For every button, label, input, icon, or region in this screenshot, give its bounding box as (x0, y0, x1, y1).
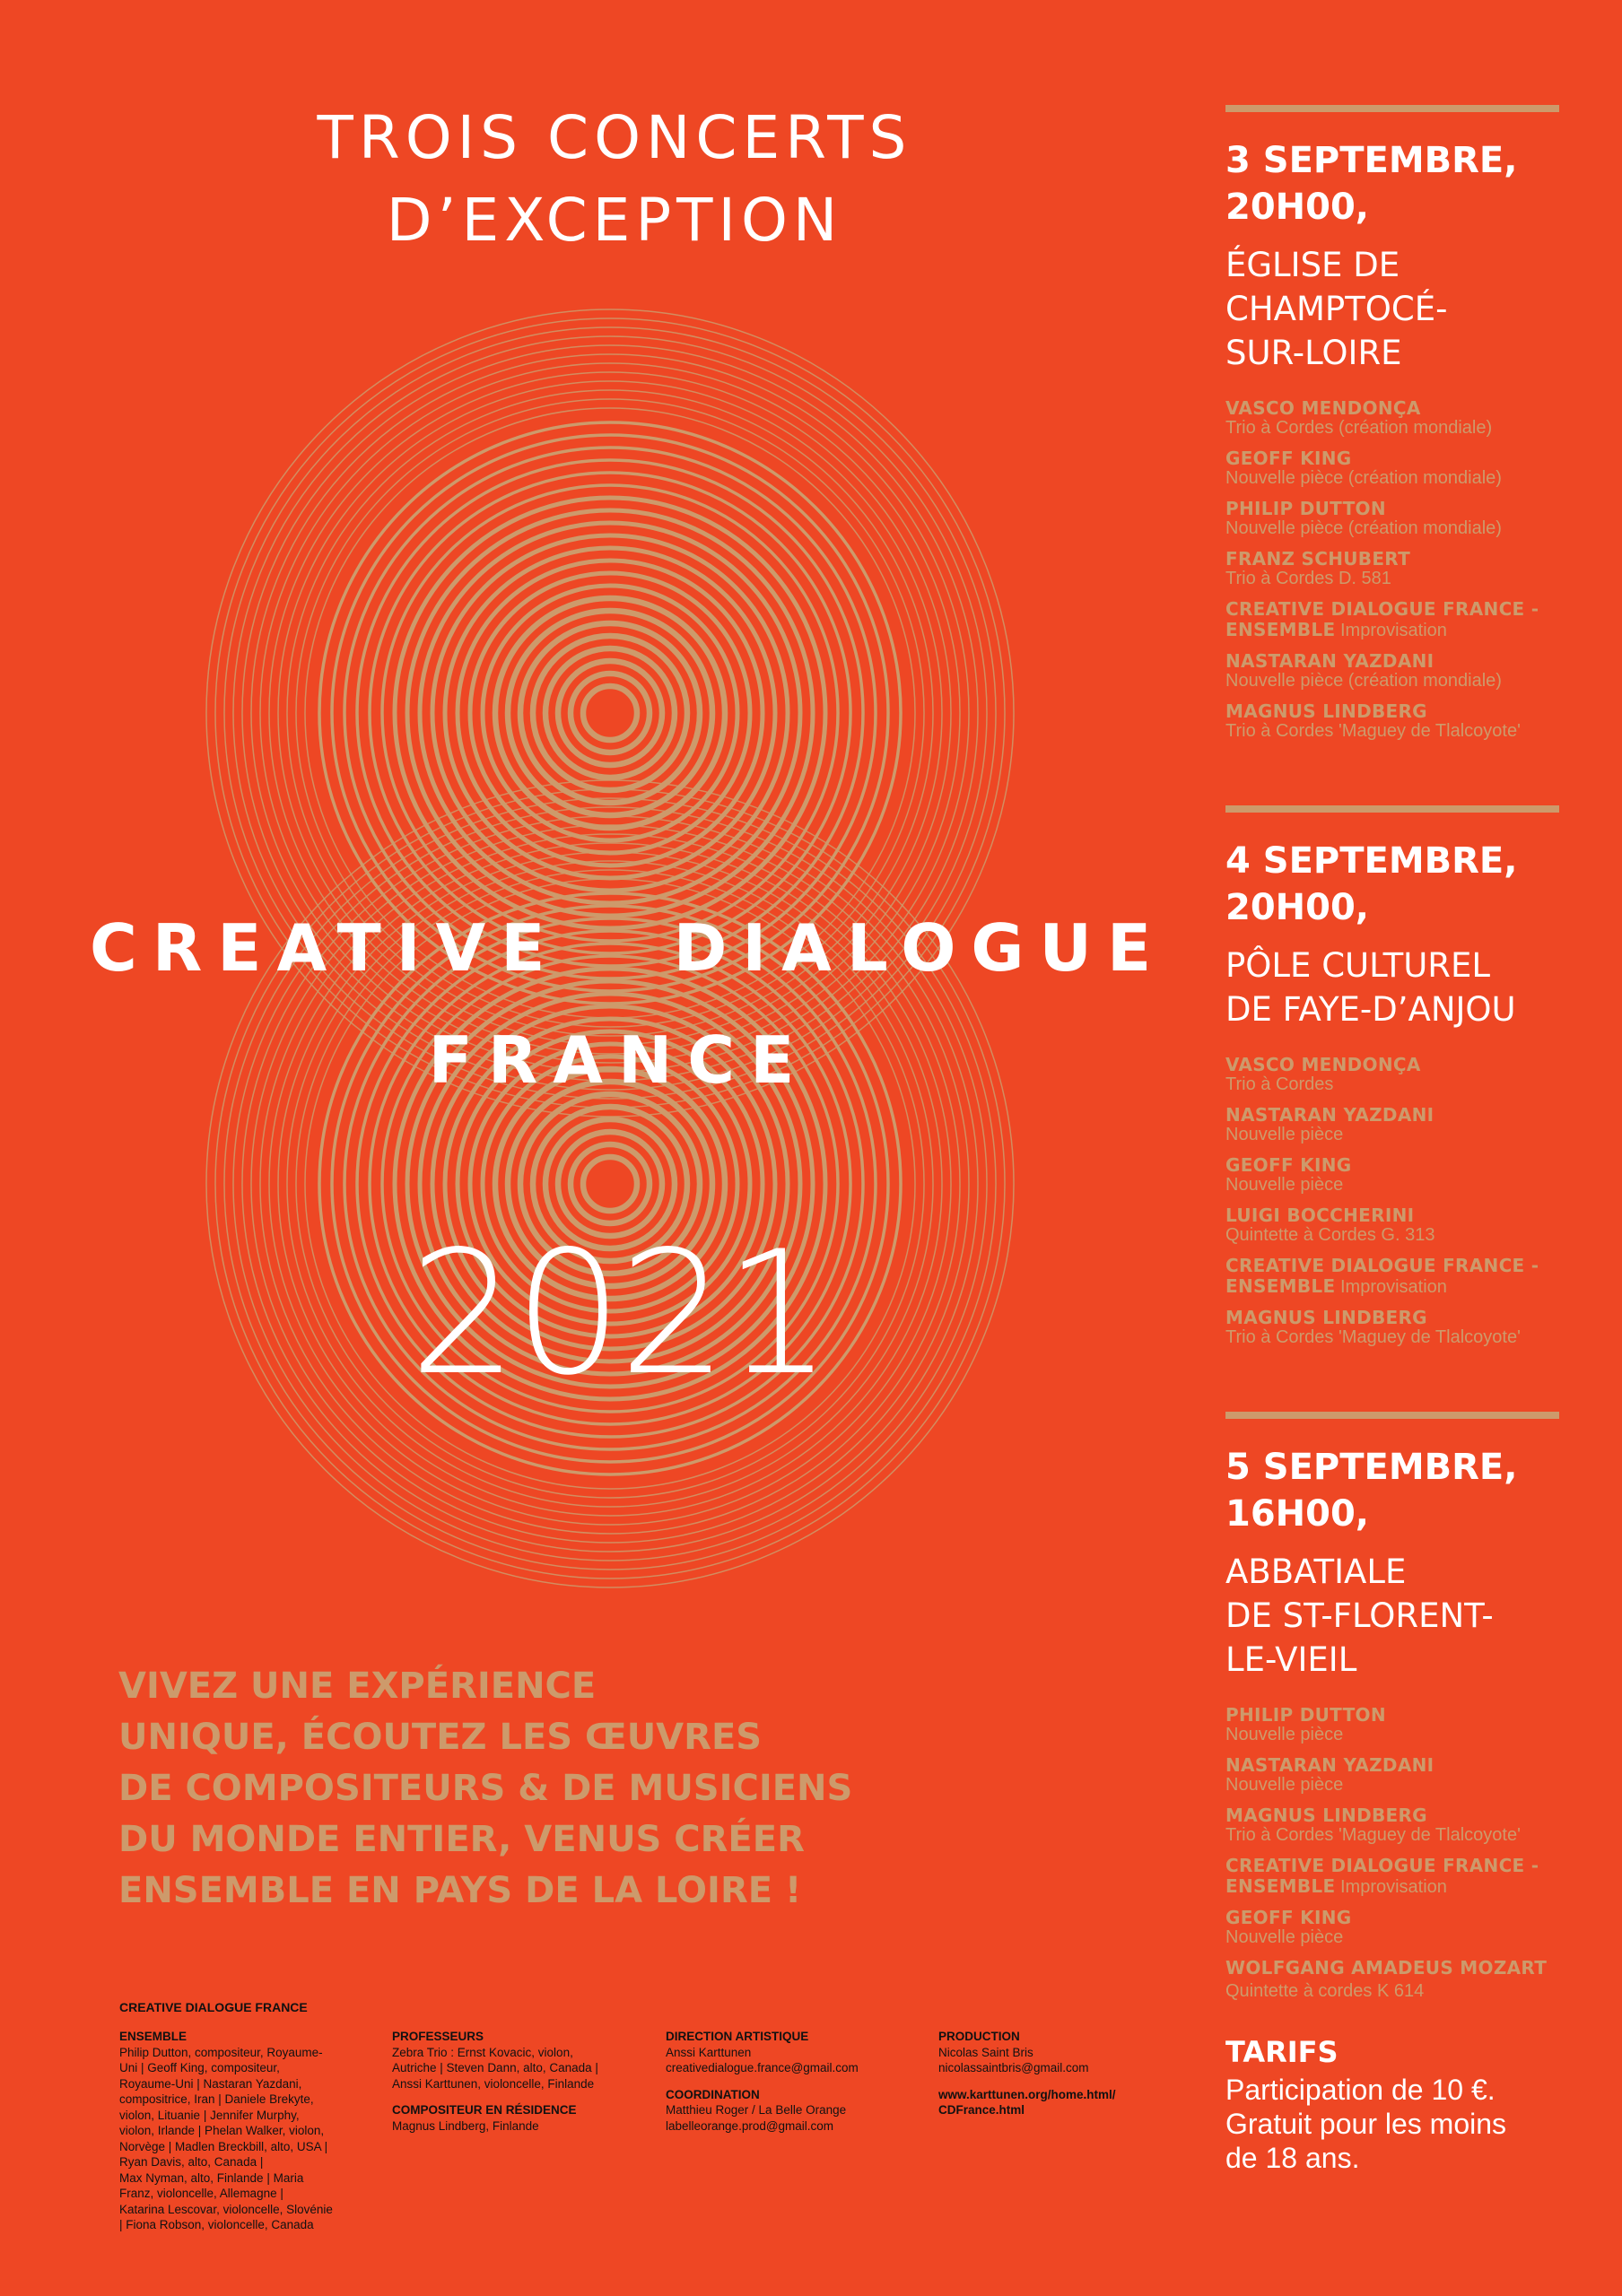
venue-line: DE FAYE-D’ANJOU (1225, 990, 1516, 1029)
tarifs-line: Participation de 10 €. (1225, 2074, 1496, 2106)
credits-line: Royaume-Uni | Nastaran Yazdani, (119, 2076, 302, 2091)
event-block (1225, 805, 1563, 1347)
work-title: Trio à Cordes D. 581 (1225, 569, 1391, 588)
header-line-1: TROIS CONCERTS (317, 103, 912, 172)
venue-line: DE ST-FLORENT- (1225, 1596, 1494, 1635)
ring-0-10 (458, 561, 763, 865)
tagline-line: ENSEMBLE EN PAYS DE LA LOIRE ! (118, 1870, 802, 1911)
tarifs-text (1225, 2073, 1563, 2175)
events-column (1225, 105, 1563, 2175)
credits-line: | Fiona Robson, violoncelle, Canada (119, 2218, 314, 2231)
ring-0-3 (545, 648, 675, 778)
venue-line: LE-VIEIL (1225, 1640, 1357, 1679)
credits-line: Nicolas Saint Bris (938, 2045, 1033, 2059)
credits-line: Zebra Trio : Ernst Kovacic, violon, (392, 2045, 573, 2059)
event-date (1225, 1444, 1563, 1537)
composer-name: PHILIP DUTTON (1225, 498, 1386, 519)
website-link[interactable]: CDFrance.html (938, 2103, 1025, 2117)
program-item (1225, 499, 1563, 538)
program-item (1225, 651, 1563, 691)
credits-line: Anssi Karttunen, violoncelle, Finlande (392, 2076, 595, 2091)
work-title: Improvisation (1339, 1877, 1447, 1897)
work-title: Nouvelle pièce (création mondiale) (1225, 671, 1502, 691)
composer-name: FRANZ SCHUBERT (1225, 548, 1411, 570)
credits-line: Ryan Davis, alto, Canada | (119, 2155, 264, 2169)
ring-outer-1-10 (215, 789, 1005, 1578)
ring-0-6 (508, 611, 712, 815)
credits-line: Katarina Lescovar, violoncelle, Slovénie (119, 2202, 333, 2216)
work-title: Nouvelle pièce (1225, 1927, 1344, 1947)
program-item (1225, 1908, 1563, 1947)
event-venue (1225, 944, 1563, 1031)
ring-0-17 (370, 473, 850, 953)
divider (1225, 1412, 1559, 1419)
tarifs-title: TARIFS (1225, 2035, 1339, 2069)
divider (1225, 805, 1559, 813)
ring-0-0 (583, 686, 637, 740)
credits-line: Franz, violoncelle, Allemagne | (119, 2187, 283, 2200)
ring-outer-0-10 (215, 318, 1005, 1108)
tagline-line: UNIQUE, ÉCOUTEZ LES ŒUVRES (118, 1717, 763, 1758)
work-title: Trio à Cordes 'Maguey de Tlalcoyote' (1225, 721, 1521, 741)
logo-year: 2021 (409, 1214, 829, 1413)
composer-name: PHILIP DUTTON (1225, 1704, 1386, 1726)
tagline (118, 1661, 926, 1917)
work-title: Trio à Cordes (1225, 1074, 1334, 1094)
credits-production (938, 2029, 1194, 2129)
program-item (1225, 1705, 1563, 1744)
program-item (1225, 1805, 1563, 1845)
composer-name: NASTARAN YAZDANI (1225, 1754, 1435, 1776)
event-venue (1225, 1550, 1563, 1682)
credits-email[interactable]: creativedialogue.france@gmail.com (666, 2061, 859, 2074)
work-title: Trio à Cordes (création mondiale) (1225, 418, 1493, 438)
work-title: Nouvelle pièce (1225, 1175, 1344, 1195)
work-title: Nouvelle pièce (1225, 1125, 1344, 1144)
composer-name: LUIGI BOCCHERINI (1225, 1205, 1415, 1226)
event-venue (1225, 243, 1563, 375)
composer-name: VASCO MENDONÇA (1225, 1054, 1421, 1075)
header-title (170, 97, 1059, 262)
ring-0-20 (332, 435, 888, 991)
logo-line-2: FRANCE (428, 1022, 810, 1098)
work-title: Quintette à cordes K 614 (1225, 1981, 1425, 2001)
tagline-line: DE COMPOSITEURS & DE MUSICIENS (118, 1768, 853, 1809)
divider (1225, 105, 1559, 112)
work-title: Nouvelle pièce (création mondiale) (1225, 518, 1502, 538)
composer-name: WOLFGANG AMADEUS MOZART (1225, 1957, 1548, 1979)
ring-0-13 (420, 523, 800, 903)
credits-email[interactable]: nicolassaintbris@gmail.com (938, 2061, 1089, 2074)
work-title: Trio à Cordes 'Maguey de Tlalcoyote' (1225, 1825, 1521, 1845)
composer-name: GEOFF KING (1225, 1154, 1352, 1176)
composer-name: CREATIVE DIALOGUE FRANCE - ENSEMBLE (1225, 598, 1539, 640)
tarifs-line: de 18 ans. (1225, 2142, 1360, 2174)
program-item (1225, 1256, 1563, 1297)
credits-heading: PROFESSEURS (392, 2030, 484, 2043)
tagline-line: VIVEZ UNE EXPÉRIENCE (118, 1665, 597, 1707)
event-block (1225, 1412, 1563, 2001)
credits-ensemble (119, 2029, 375, 2233)
program-item (1225, 1205, 1563, 1245)
event-date-line: 3 SEPTEMBRE, (1225, 140, 1518, 181)
credits-line: violon, Irlande | Phelan Walker, violon, (119, 2124, 325, 2137)
website-link[interactable]: www.karttunen.org/home.html/ (938, 2087, 1116, 2101)
program-item (1225, 599, 1563, 640)
event-block (1225, 105, 1563, 741)
program-item (1225, 1055, 1563, 1094)
composer-name: GEOFF KING (1225, 448, 1352, 469)
composer-name: MAGNUS LINDBERG (1225, 700, 1427, 722)
venue-line: PÔLE CULTUREL (1225, 946, 1491, 985)
program-item (1225, 1958, 1563, 2001)
credits-title: CREATIVE DIALOGUE FRANCE (119, 2000, 308, 2014)
credits-line: Anssi Karttunen (666, 2045, 752, 2059)
event-date-line: 4 SEPTEMBRE, (1225, 840, 1518, 882)
venue-line: SUR-LOIRE (1225, 334, 1402, 372)
composer-name: NASTARAN YAZDANI (1225, 1104, 1435, 1126)
program-item (1225, 549, 1563, 588)
event-date-line: 5 SEPTEMBRE, (1225, 1447, 1518, 1488)
work-title: Improvisation (1339, 1277, 1447, 1297)
credits-direction (666, 2029, 921, 2144)
program-item (1225, 701, 1563, 741)
credits-line: Norvège | Madlen Breckbill, alto, USA | (119, 2139, 328, 2153)
credits-line: Magnus Lindberg, Finlande (392, 2118, 539, 2133)
logo-line-1: CREATIVE DIALOGUE (90, 910, 1167, 986)
program-item (1225, 1755, 1563, 1795)
work-title: Nouvelle pièce (1225, 1775, 1344, 1795)
composer-name: GEOFF KING (1225, 1907, 1352, 1928)
credits-heading: DIRECTION ARTISTIQUE (666, 2030, 809, 2043)
credits-line: violon, Lituanie | Jennifer Murphy, (119, 2108, 300, 2122)
composer-name: CREATIVE DIALOGUE FRANCE - ENSEMBLE (1225, 1855, 1539, 1897)
credits-heading: COORDINATION (666, 2087, 760, 2101)
credits-line: Uni | Geoff King, compositeur, (119, 2061, 280, 2074)
credits-line: Matthieu Roger / La Belle Orange (666, 2103, 847, 2117)
venue-line: ABBATIALE (1225, 1552, 1407, 1591)
event-time-line: 20H00, (1225, 187, 1369, 228)
work-title: Quintette à Cordes G. 313 (1225, 1225, 1435, 1245)
credits-line: Autriche | Steven Dann, alto, Canada | (392, 2061, 598, 2074)
program-item (1225, 1856, 1563, 1897)
event-time-line: 20H00, (1225, 887, 1369, 928)
ring-0-7 (495, 598, 725, 828)
program-item (1225, 398, 1563, 438)
event-date (1225, 137, 1563, 230)
credits-line: Philip Dutton, compositeur, Royaume- (119, 2045, 323, 2059)
program-item (1225, 1105, 1563, 1144)
tagline-line: DU MONDE ENTIER, VENUS CRÉER (118, 1819, 805, 1860)
credits-heading: COMPOSITEUR EN RÉSIDENCE (392, 2103, 577, 2117)
work-title: Nouvelle pièce (1225, 1725, 1344, 1744)
header-line-2: D’EXCEPTION (386, 186, 843, 255)
program-item (1225, 448, 1563, 488)
program-item (1225, 1155, 1563, 1195)
credits-professeurs (392, 2029, 648, 2144)
composer-name: MAGNUS LINDBERG (1225, 1805, 1427, 1826)
composer-name: NASTARAN YAZDANI (1225, 650, 1435, 672)
event-date (1225, 838, 1563, 931)
composer-name: VASCO MENDONÇA (1225, 397, 1421, 419)
credits-heading: ENSEMBLE (119, 2030, 187, 2043)
composer-name: CREATIVE DIALOGUE FRANCE - ENSEMBLE (1225, 1255, 1539, 1297)
event-time-line: 16H00, (1225, 1493, 1369, 1535)
work-title: Improvisation (1339, 621, 1447, 640)
credits-line: compositrice, Iran | Daniele Brekyte, (119, 2092, 314, 2106)
credits-email[interactable]: labelleorange.prod@gmail.com (666, 2118, 834, 2133)
composer-name: MAGNUS LINDBERG (1225, 1307, 1427, 1328)
ring-0-2 (558, 661, 662, 765)
venue-line: CHAMPTOCÉ- (1225, 290, 1448, 328)
venue-line: ÉGLISE DE (1225, 246, 1400, 284)
work-title: Trio à Cordes 'Maguey de Tlalcoyote' (1225, 1327, 1521, 1347)
credits-heading: PRODUCTION (938, 2030, 1020, 2043)
program-item (1225, 1308, 1563, 1347)
tarifs-line: Gratuit pour les moins (1225, 2108, 1507, 2140)
credits-line: Max Nyman, alto, Finlande | Maria (119, 2170, 304, 2185)
ring-1-0 (583, 1157, 637, 1211)
work-title: Nouvelle pièce (création mondiale) (1225, 468, 1502, 488)
